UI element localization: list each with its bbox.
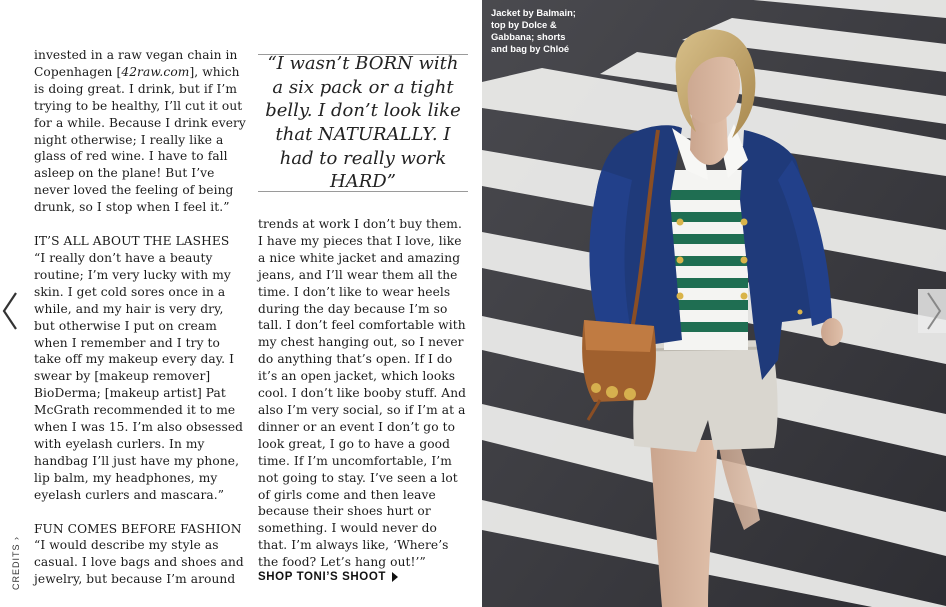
- photo-caption: Jacket by Balmain; top by Dolce & Gabbana; shorts and bag by Chloé: [491, 7, 576, 54]
- previous-page-button[interactable]: [0, 289, 22, 333]
- heading-fashion: FUN COMES BEFORE FASHION: [34, 521, 242, 536]
- shop-shoot-label: SHOP TONI’S SHOOT: [258, 571, 386, 583]
- next-page-button[interactable]: [918, 289, 946, 333]
- pull-quote-text: “I wasn’t BORN with a six pack or a tight belly. I don’t look like that NATURALLY. I had to really work HARD”: [265, 53, 461, 193]
- credits-toggle[interactable]: CREDITS ›: [11, 536, 21, 590]
- intro-text-end: ], which is doing great. I drink, but if I’m trying to be healthy, I’ll cut it out for a while. Because I drink every night otherwise; I really like a glass of red wine. I have to fall asleep on the plane! But I’ve never loved the feeling of being drunk, so I stop when I feel it.”: [34, 64, 246, 215]
- pull-quote: [258, 54, 468, 192]
- heading-lashes: IT’S ALL ABOUT THE LASHES: [34, 234, 230, 249]
- lashes-paragraph: “I really don’t have a beauty routine; I’m very lucky with my skin. I get cold sores once in a while, and my hair is very dry, but otherwise I put on cream when I remember and I try to take off my makeup every day. I swear by [makeup remover] BioDerma; [makeup artist] Pat McGrath recommended it to me when I was 15. I’m also obsessed with eyelash curlers. In my handbag I’ll just have my phone, lip balm, my headphones, my eyelash curlers and mascara.”: [34, 250, 244, 502]
- raw-vegan-link[interactable]: 42raw.com: [121, 64, 190, 79]
- intro-paragraph: [34, 47, 246, 216]
- style-paragraph: trends at work I don’t buy them. I have my pieces that I love, like a nice white jacket and amazing jeans, and I’ll wear them all the time. I don’t like to wear heels during the day because I’m so tall. I don’t feel comfortable with my chest hanging out, so I never do anything that’s open. If I do it’s an open jacket, which looks cool. I don’t like booby stuff. And also I’m very social, so if I’m at a dinner or an event I don’t go to look great, I go to have a good time. If I’m uncomfortable, I’m not going to stay. I’ve seen a lot of girls come and then leave because their shoes hurt or something. I would never do that. I’m always like, ‘Where’s the food? Let’s hang out!’”: [258, 217, 467, 570]
- article-column-1: [34, 47, 246, 588]
- article-column-2: [258, 216, 470, 571]
- chevron-right-icon: [918, 289, 946, 333]
- fashion-photo: [482, 0, 946, 607]
- shop-shoot-link[interactable]: [258, 571, 398, 583]
- intro-text-start: invested in a raw vegan chain in Copenhagen [: [34, 48, 238, 79]
- fashion-paragraph: “I would describe my style as casual. I love bags and shoes and jewelry, but because I’m around: [34, 538, 244, 587]
- play-arrow-icon: [392, 572, 398, 582]
- chevron-left-icon: [0, 289, 22, 333]
